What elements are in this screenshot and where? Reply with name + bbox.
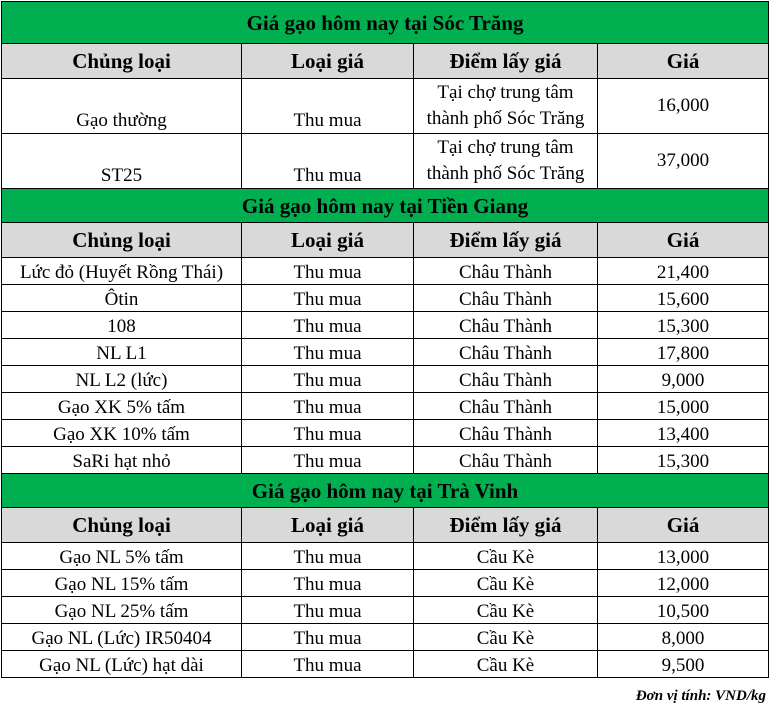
location-line: Châu Thành [458, 316, 553, 337]
section-title-row [2, 189, 769, 223]
rice-type-cell: Lức đỏ (Huyết Rồng Thái) [2, 258, 242, 285]
location-line: Cầu Kè [476, 574, 535, 595]
price-type-cell: Thu mua [242, 393, 414, 420]
header-type: Chủng loại [2, 44, 242, 79]
rice-type-cell: Gạo NL 25% tấm [2, 597, 242, 624]
header-type: Chủng loại [2, 508, 242, 543]
location-cell [414, 420, 598, 447]
price-type-cell: Thu mua [242, 258, 414, 285]
rice-type-cell: Gạo XK 10% tấm [2, 420, 242, 447]
price-type-cell: Thu mua [242, 543, 414, 570]
price-cell: 8,000 [598, 624, 769, 651]
header-price: Giá [598, 508, 769, 543]
location-line: Châu Thành [458, 451, 553, 472]
price-cell: 13,400 [598, 420, 769, 447]
section-title-row [2, 2, 769, 44]
price-cell: 16,000 [598, 79, 769, 134]
price-type-cell: Thu mua [242, 447, 414, 474]
location-cell [414, 543, 598, 570]
location-line: Cầu Kè [476, 547, 535, 568]
header-location: Điểm lấy giá [414, 508, 598, 543]
table-row [2, 366, 769, 393]
location-line: Tại chợ trung tâm [437, 136, 574, 158]
header-price: Giá [598, 44, 769, 79]
rice-type-cell: Ôtin [2, 285, 242, 312]
price-cell: 15,000 [598, 393, 769, 420]
table-row [2, 543, 769, 570]
price-type-cell: Thu mua [242, 651, 414, 678]
location-cell [414, 312, 598, 339]
rice-type-cell: SaRi hạt nhỏ [2, 447, 242, 474]
column-header-row [2, 508, 769, 543]
column-header-row [2, 223, 769, 258]
location-cell [414, 134, 598, 189]
location-cell [414, 570, 598, 597]
table-row [2, 597, 769, 624]
price-type-cell: Thu mua [242, 624, 414, 651]
rice-price-table-body [2, 2, 769, 678]
price-cell: 9,000 [598, 366, 769, 393]
location-line: thành phố Sóc Trăng [426, 107, 585, 129]
unit-note: Đơn vị tính: VND/kg [635, 688, 766, 704]
rice-type-cell: Gạo NL (Lức) hạt dài [2, 651, 242, 678]
rice-type-cell: Gạo XK 5% tấm [2, 393, 242, 420]
location-cell [414, 597, 598, 624]
section-title: Giá gạo hôm nay tại Trà Vinh [2, 474, 769, 508]
column-header-row [2, 44, 769, 79]
table-row [2, 258, 769, 285]
price-cell: 15,300 [598, 447, 769, 474]
location-line: Châu Thành [458, 370, 553, 391]
location-cell [414, 79, 598, 134]
rice-type-cell: Gạo thường [2, 79, 242, 134]
table-row [2, 285, 769, 312]
price-cell: 10,500 [598, 597, 769, 624]
location-line: Châu Thành [458, 289, 553, 310]
location-line: Tại chợ trung tâm [437, 81, 574, 103]
price-cell: 37,000 [598, 134, 769, 189]
header-type: Chủng loại [2, 223, 242, 258]
price-cell: 9,500 [598, 651, 769, 678]
table-row [2, 79, 769, 134]
rice-type-cell: 108 [2, 312, 242, 339]
location-line: thành phố Sóc Trăng [426, 162, 585, 184]
table-row [2, 624, 769, 651]
section-title-row [2, 474, 769, 508]
header-price-type: Loại giá [242, 44, 414, 79]
rice-type-cell: Gạo NL 15% tấm [2, 570, 242, 597]
table-row [2, 570, 769, 597]
header-price-type: Loại giá [242, 508, 414, 543]
location-line: Châu Thành [458, 424, 553, 445]
price-type-cell: Thu mua [242, 597, 414, 624]
location-cell [414, 624, 598, 651]
rice-type-cell: NL L1 [2, 339, 242, 366]
location-cell [414, 339, 598, 366]
location-line: Châu Thành [458, 262, 553, 283]
price-type-cell: Thu mua [242, 420, 414, 447]
price-cell: 15,600 [598, 285, 769, 312]
table-row [2, 651, 769, 678]
price-type-cell: Thu mua [242, 79, 414, 134]
table-row [2, 134, 769, 189]
location-cell [414, 285, 598, 312]
table-row [2, 447, 769, 474]
rice-price-table [1, 1, 769, 678]
table-row [2, 393, 769, 420]
header-location: Điểm lấy giá [414, 44, 598, 79]
location-cell [414, 258, 598, 285]
section-title: Giá gạo hôm nay tại Tiền Giang [2, 189, 769, 223]
section-title: Giá gạo hôm nay tại Sóc Trăng [2, 2, 769, 44]
price-type-cell: Thu mua [242, 339, 414, 366]
price-cell: 12,000 [598, 570, 769, 597]
rice-type-cell: ST25 [2, 134, 242, 189]
location-cell [414, 393, 598, 420]
location-line: Cầu Kè [476, 655, 535, 676]
location-cell [414, 651, 598, 678]
rice-type-cell: NL L2 (lức) [2, 366, 242, 393]
price-type-cell: Thu mua [242, 366, 414, 393]
table-row [2, 312, 769, 339]
location-line: Châu Thành [458, 397, 553, 418]
table-row [2, 420, 769, 447]
location-line: Châu Thành [458, 343, 553, 364]
location-line: Cầu Kè [476, 628, 535, 649]
price-cell: 17,800 [598, 339, 769, 366]
price-type-cell: Thu mua [242, 134, 414, 189]
price-cell: 13,000 [598, 543, 769, 570]
rice-type-cell: Gạo NL 5% tấm [2, 543, 242, 570]
price-type-cell: Thu mua [242, 570, 414, 597]
header-price: Giá [598, 223, 769, 258]
header-price-type: Loại giá [242, 223, 414, 258]
price-type-cell: Thu mua [242, 285, 414, 312]
table-row [2, 339, 769, 366]
header-location: Điểm lấy giá [414, 223, 598, 258]
rice-type-cell: Gạo NL (Lức) IR50404 [2, 624, 242, 651]
price-cell: 21,400 [598, 258, 769, 285]
price-cell: 15,300 [598, 312, 769, 339]
location-line: Cầu Kè [476, 601, 535, 622]
location-cell [414, 366, 598, 393]
price-type-cell: Thu mua [242, 312, 414, 339]
location-cell [414, 447, 598, 474]
